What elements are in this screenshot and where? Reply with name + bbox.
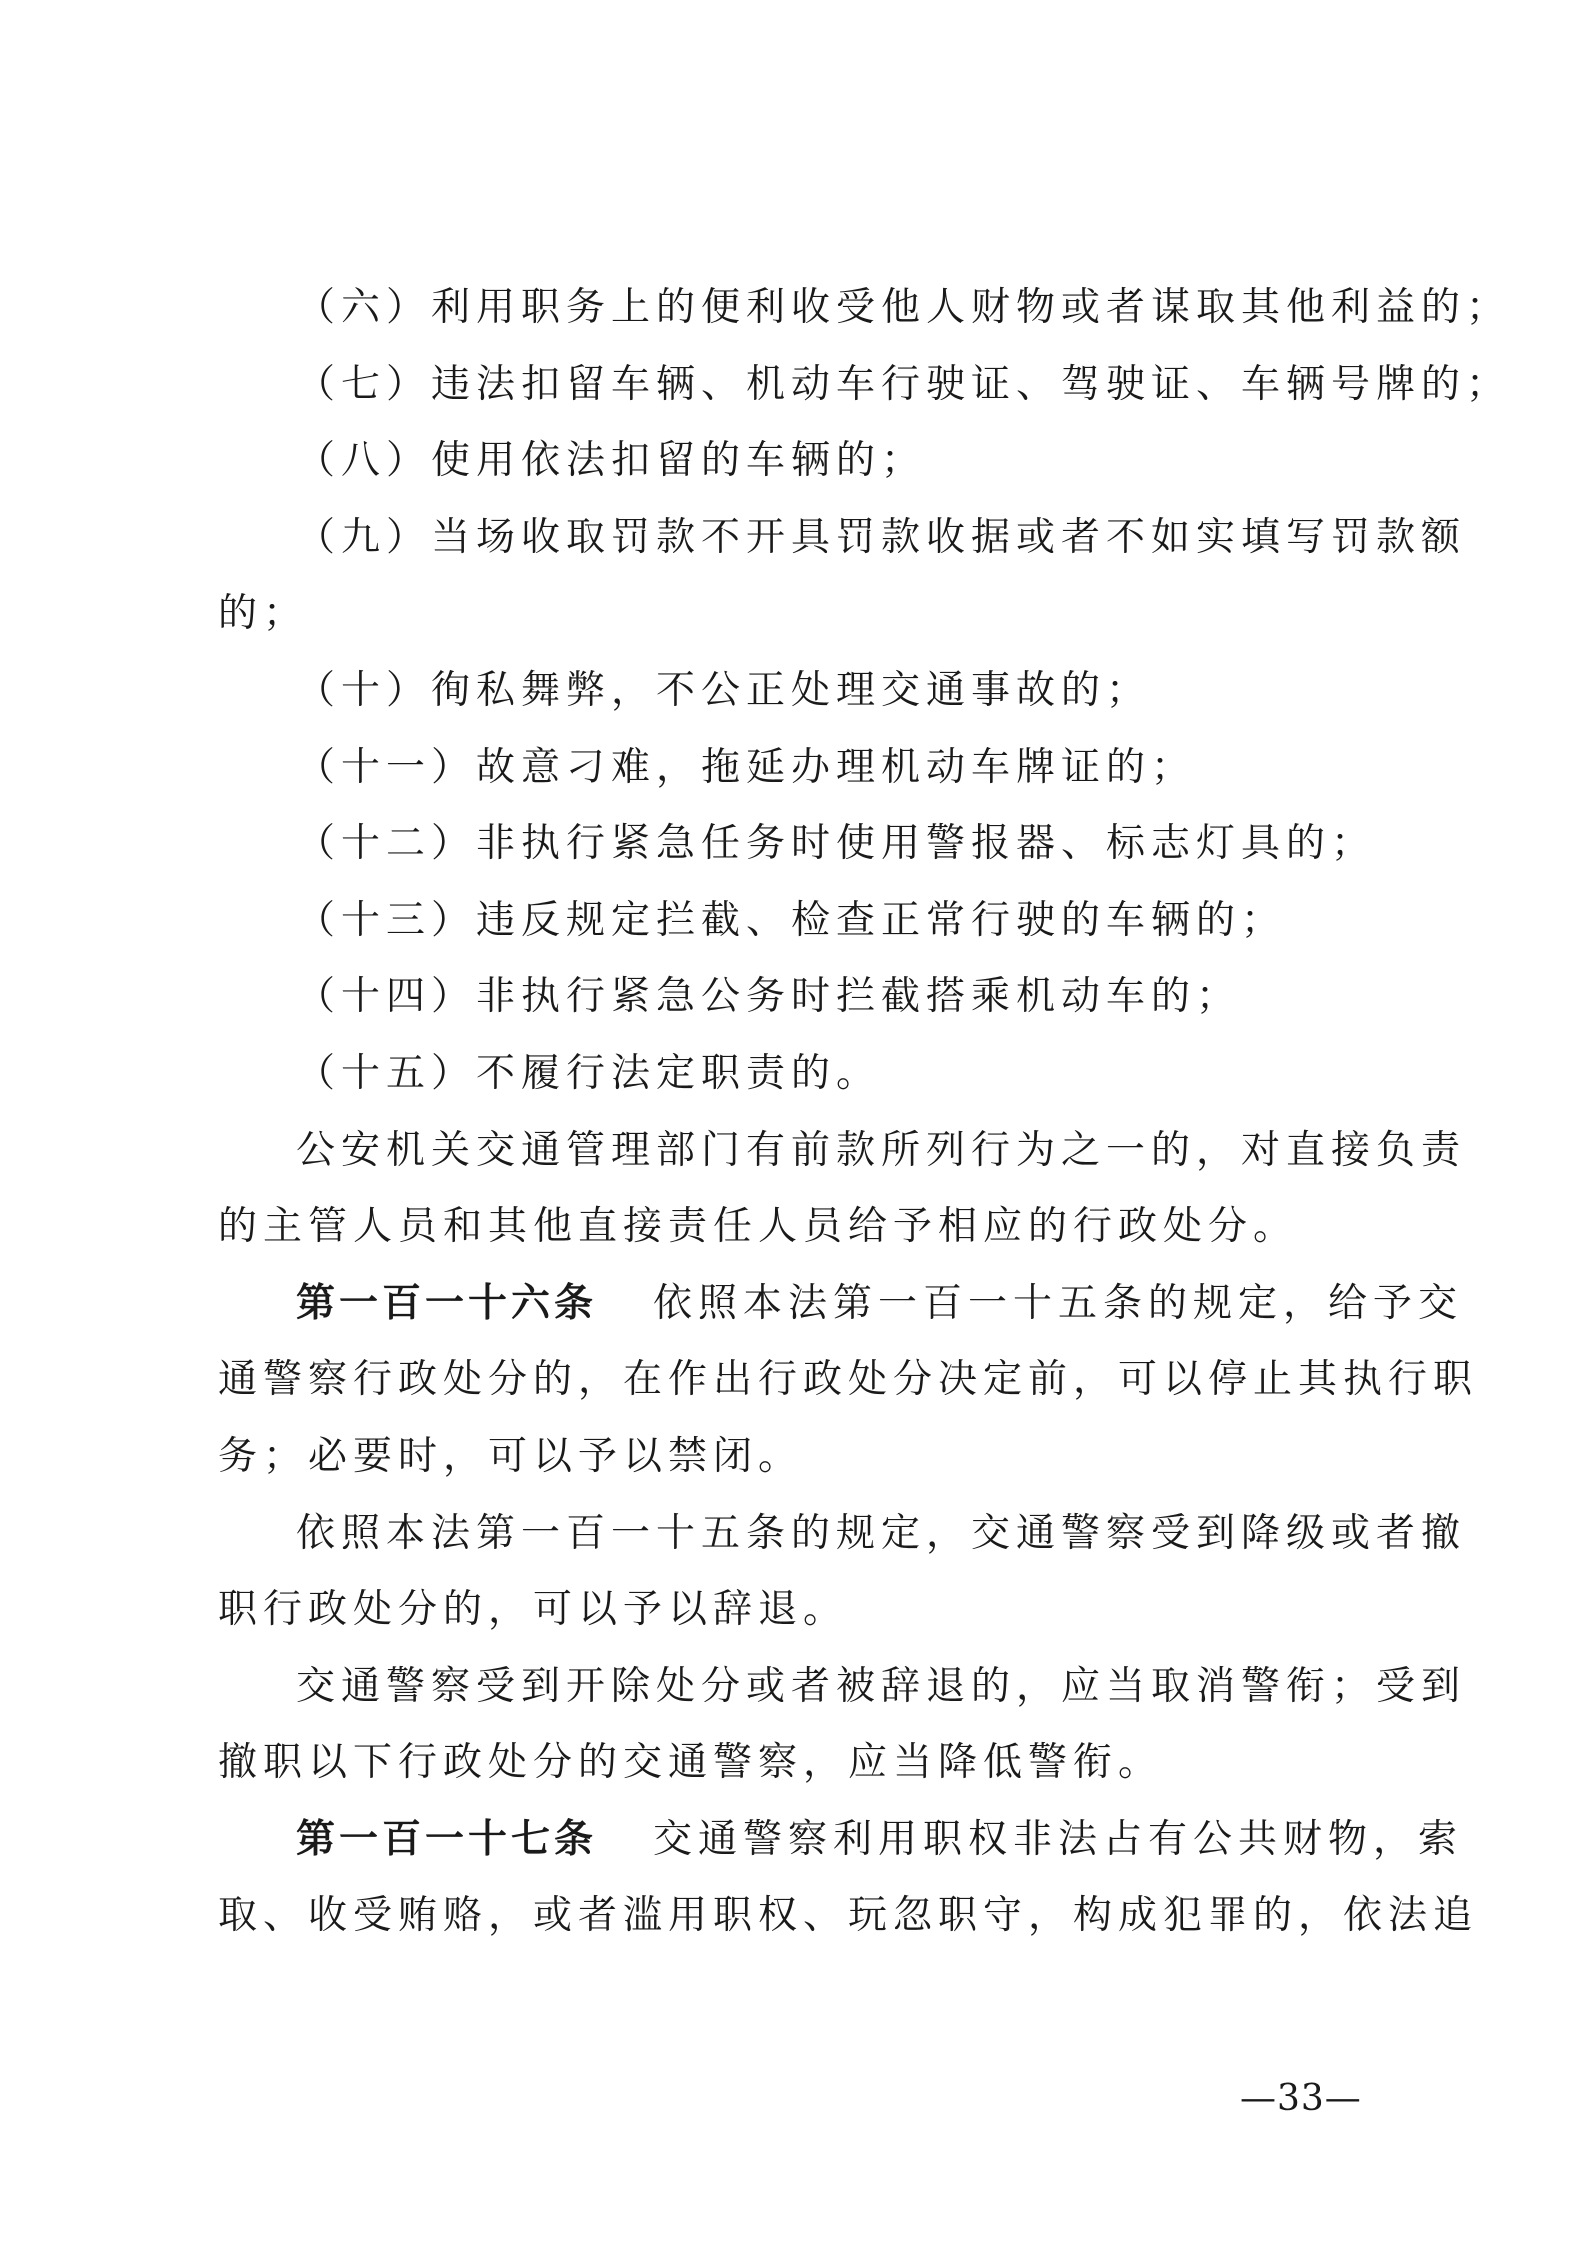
paragraph-item-15: （十五）不履行法定职责的。	[296, 1050, 882, 1096]
article-116-line	[218, 1266, 1464, 1343]
document-body	[218, 270, 1512, 1955]
article-117-heading: 第一百一十七条	[296, 1816, 598, 1862]
paragraph-text-line: 通警察行政处分的，在作出行政处分决定前，可以停止其执行职	[218, 1357, 1479, 1403]
paragraph-item-11: （十一）故意刁难，拖延办理机动车牌证的；	[296, 744, 1197, 790]
paragraph-item-12: （十二）非执行紧急任务时使用警报器、标志灯具的；	[296, 821, 1377, 867]
article-117-line	[218, 1802, 1464, 1879]
paragraph-text-line: 取、收受贿赂，或者滥用职权、玩忽职守，构成犯罪的，依法追	[218, 1893, 1479, 1939]
paragraph-item-9-continued: 的；	[218, 591, 309, 637]
paragraph-text-line: 的主管人员和其他直接责任人员给予相应的行政处分。	[218, 1204, 1299, 1250]
page-number: —33—	[1240, 2078, 1362, 2119]
paragraph-text-line: 职行政处分的，可以予以辞退。	[218, 1587, 849, 1633]
paragraph-text-line: 依照本法第一百一十五条的规定，交通警察受到降级或者撤	[296, 1510, 1467, 1556]
paragraph-text-line: 务；必要时，可以予以禁闭。	[218, 1433, 804, 1479]
article-117-text: 交通警察利用职权非法占有公共财物，索	[653, 1816, 1464, 1862]
paragraph-item-7: （七）违法扣留车辆、机动车行驶证、驾驶证、车辆号牌的；	[296, 361, 1512, 407]
paragraph-text-line: 撤职以下行政处分的交通警察，应当降低警衔。	[218, 1740, 1164, 1786]
paragraph-item-14: （十四）非执行紧急公务时拦截搭乘机动车的；	[296, 974, 1242, 1020]
article-116-heading: 第一百一十六条	[296, 1280, 598, 1326]
article-116-text: 依照本法第一百一十五条的规定，给予交	[653, 1280, 1464, 1326]
paragraph-item-6: （六）利用职务上的便利收受他人财物或者谋取其他利益的；	[296, 285, 1512, 330]
paragraph-text-line: 交通警察受到开除处分或者被辞退的，应当取消警衔；受到	[296, 1663, 1467, 1709]
paragraph-text-line: 公安机关交通管理部门有前款所列行为之一的，对直接负责	[296, 1127, 1467, 1173]
paragraph-item-10: （十）徇私舞弊，不公正处理交通事故的；	[296, 667, 1152, 713]
paragraph-item-13: （十三）违反规定拦截、检查正常行驶的车辆的；	[296, 897, 1287, 943]
paragraph-item-8: （八）使用依法扣留的车辆的；	[296, 438, 927, 484]
paragraph-item-9: （九）当场收取罚款不开具罚款收据或者不如实填写罚款额	[296, 514, 1467, 560]
